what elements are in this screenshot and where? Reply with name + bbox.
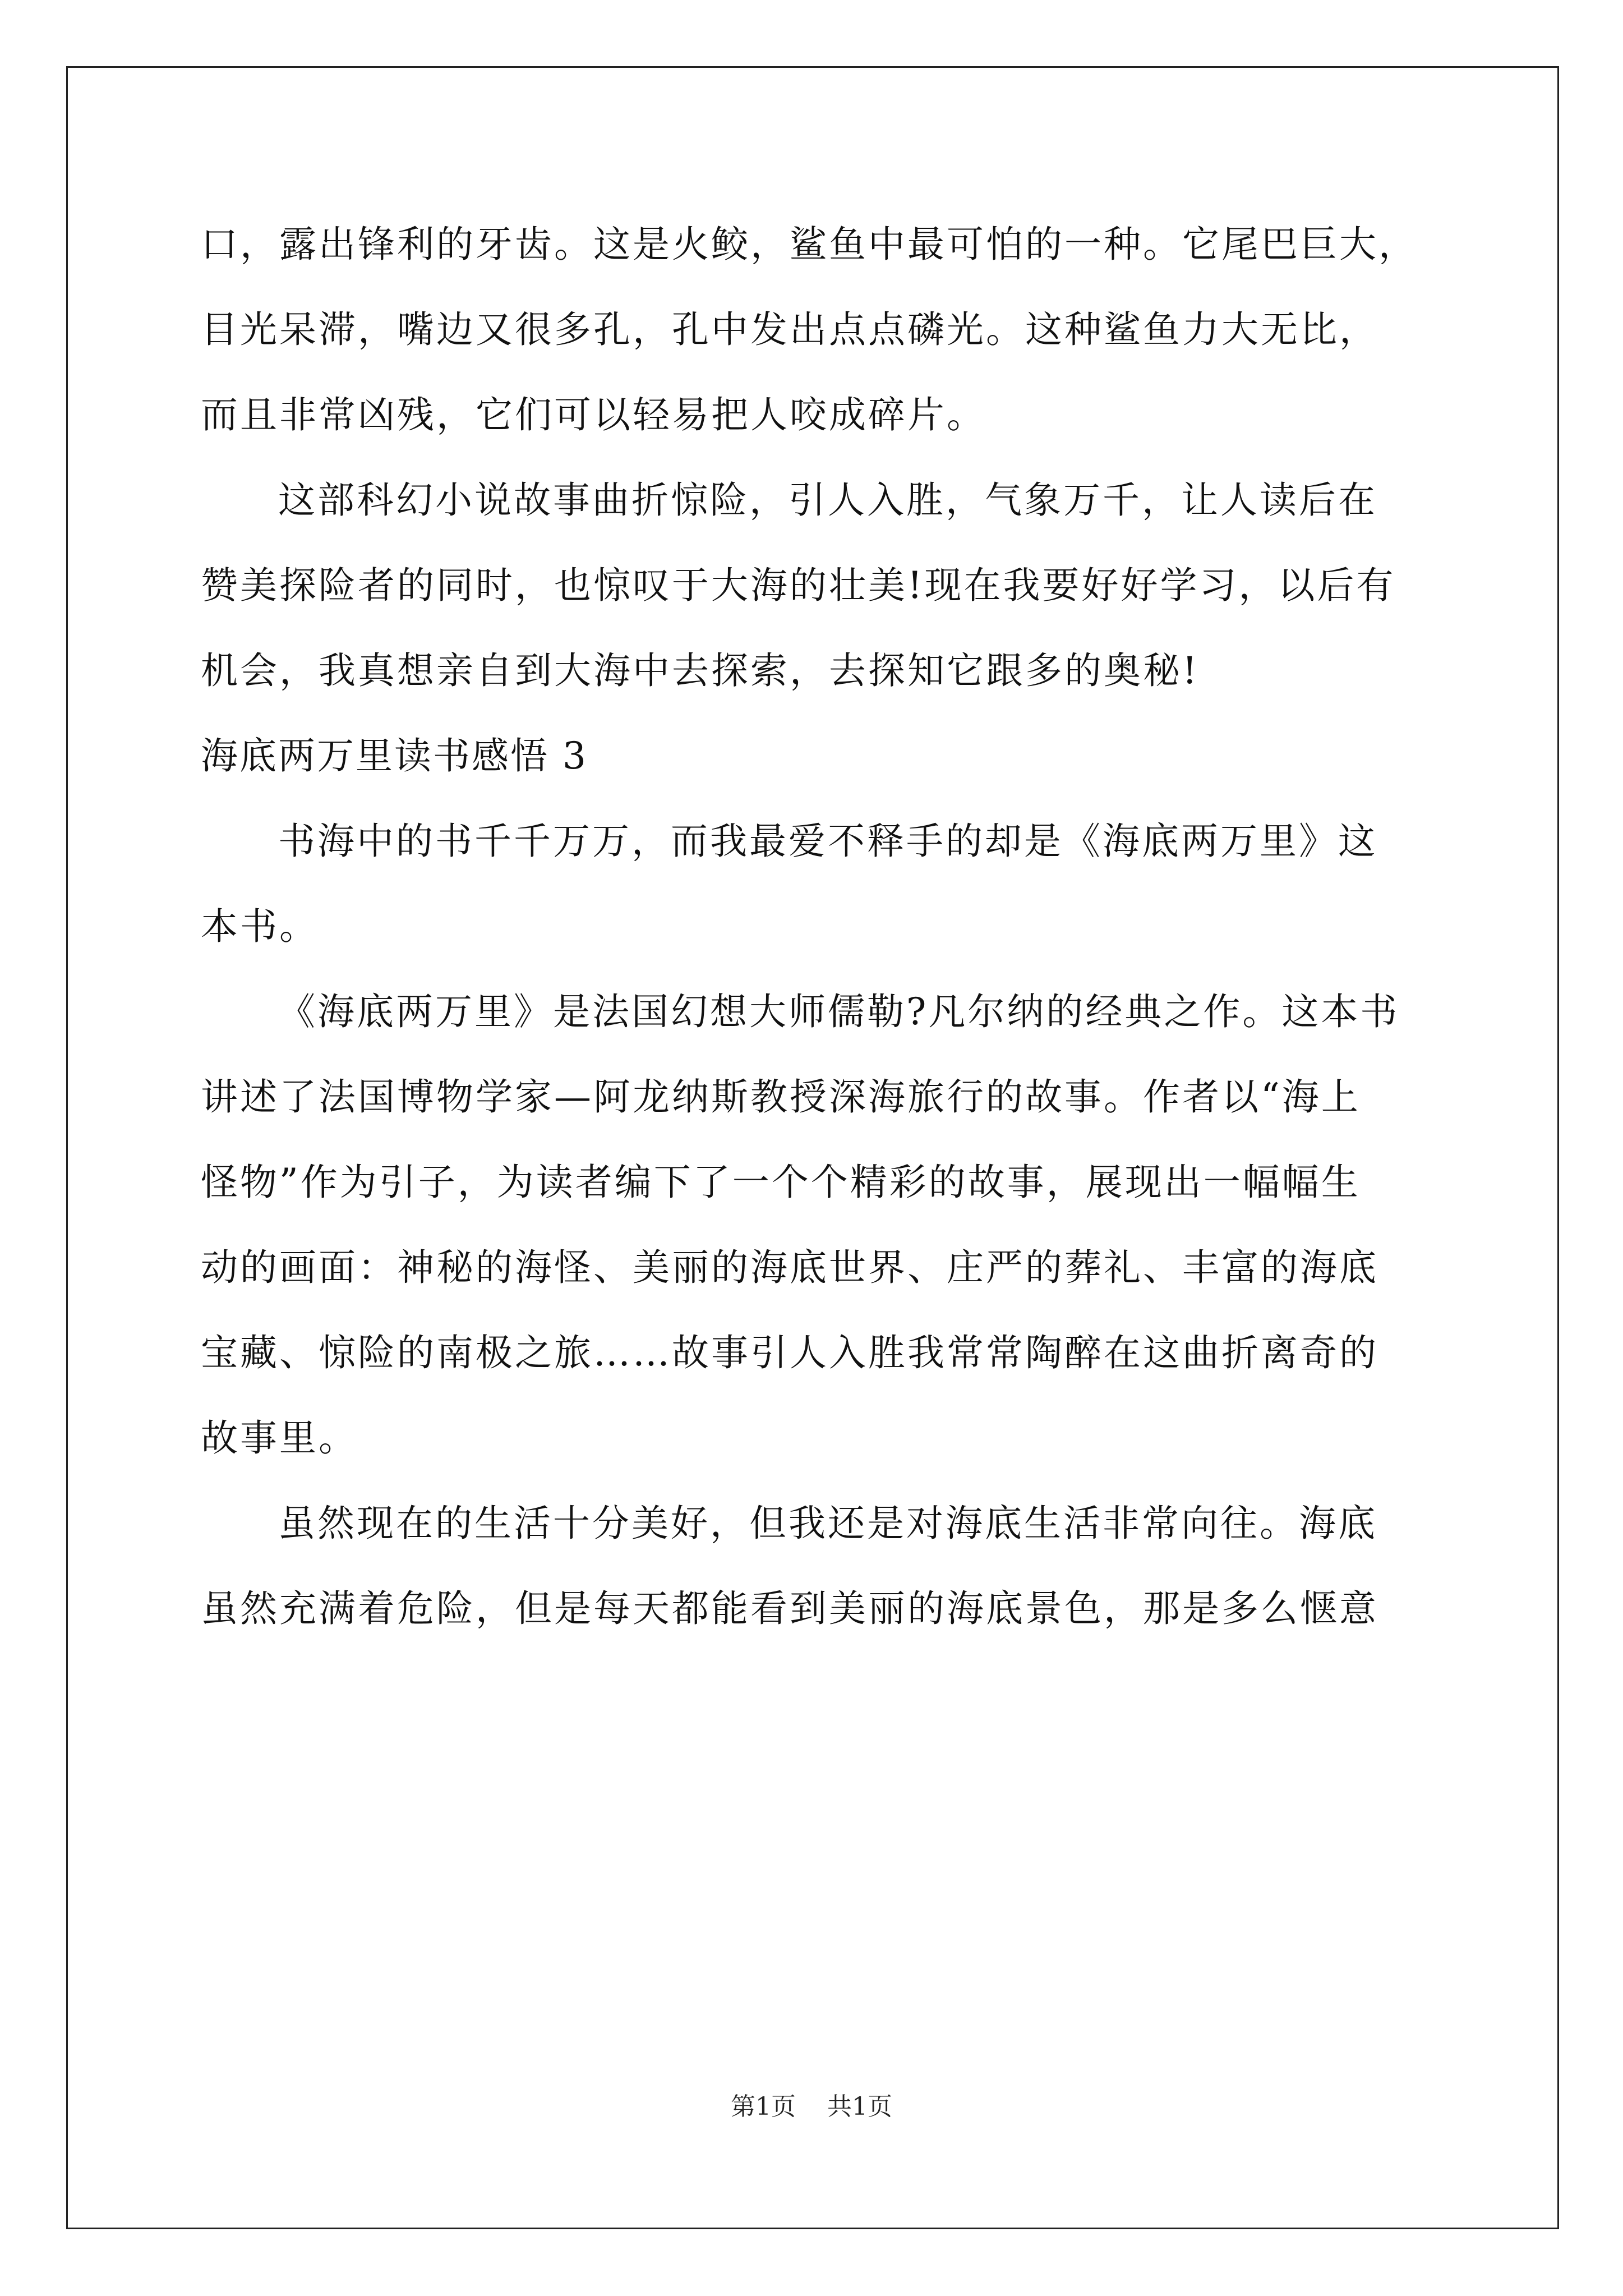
paragraph-first-line: 虽然现在的生活十分美好，但我还是对海底生活非常向往。海底 — [278, 1502, 1377, 1545]
paragraph-first-line: 《海底两万里》是法国幻想大师儒勒?凡尔纳的经典之作。这本书 — [278, 990, 1400, 1033]
page-number: 第1页 — [731, 2092, 796, 2121]
text-line: 而且非常凶残，它们可以轻易把人咬成碎片。 — [201, 393, 986, 436]
section-heading: 海底两万里读书感悟 3 — [201, 734, 588, 777]
paragraph-first-line: 书海中的书千千万万，而我最爱不释手的却是《海底两万里》这 — [278, 820, 1377, 863]
text-line: 虽然充满着危险，但是每天都能看到美丽的海底景色，那是多么惬意 — [201, 1587, 1378, 1630]
page-total: 共1页 — [827, 2092, 892, 2121]
text-line: 本书。 — [201, 905, 319, 948]
text-line: 故事里。 — [201, 1416, 358, 1460]
text-line: 赞美探险者的同时，也惊叹于大海的壮美!现在我要好好学习，以后有 — [201, 564, 1396, 607]
text-line: 讲述了法国博物学家—阿龙纳斯教授深海旅行的故事。作者以“海上 — [201, 1075, 1361, 1119]
text-line: 口，露出锋利的牙齿。这是火鲛，鲨鱼中最可怕的一种。它尾巴巨大， — [201, 223, 1418, 266]
document-body — [201, 202, 1435, 1651]
text-line: 动的画面：神秘的海怪、美丽的海底世界、庄严的葬礼、丰富的海底 — [201, 1246, 1378, 1289]
paragraph-first-line: 这部科幻小说故事曲折惊险，引人入胜，气象万千，让人读后在 — [278, 478, 1377, 522]
text-line: 宝藏、惊险的南极之旅……故事引人入胜我常常陶醉在这曲折离奇的 — [201, 1331, 1378, 1374]
text-line: 目光呆滞，嘴边又很多孔，孔中发出点点磷光。这种鲨鱼力大无比， — [201, 308, 1378, 351]
page-footer — [0, 2090, 1623, 2124]
text-line: 怪物”作为引子，为读者编下了一个个精彩的故事，展现出一幅幅生 — [201, 1161, 1361, 1204]
text-line: 机会，我真想亲自到大海中去探索，去探知它跟多的奥秘! — [201, 649, 1200, 692]
